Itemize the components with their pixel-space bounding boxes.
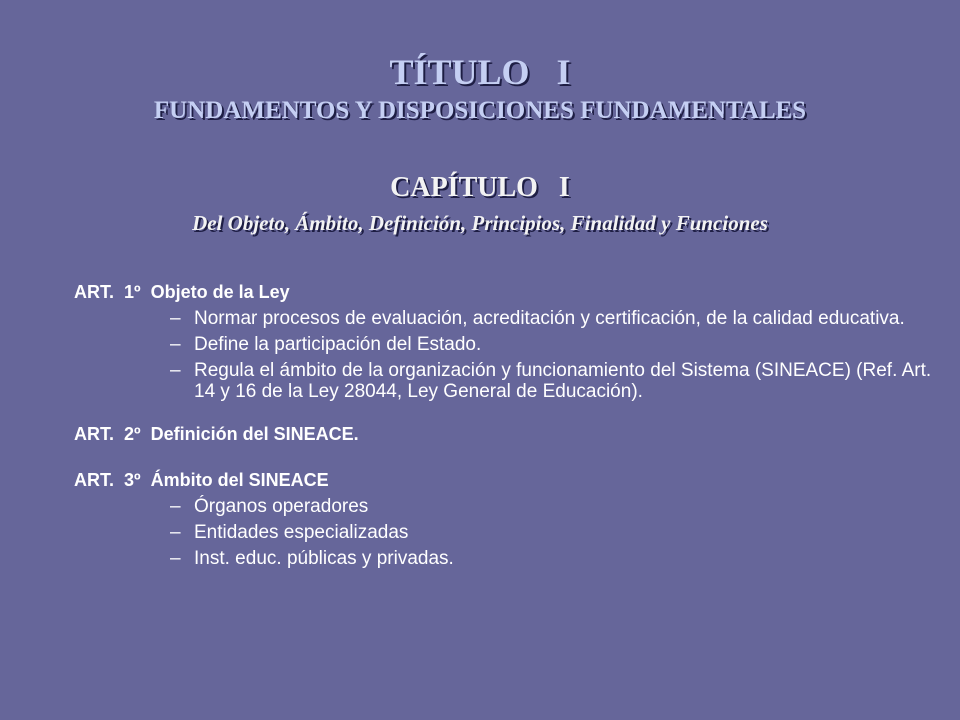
article-heading: ART. 2º Definición del SINEACE. (74, 424, 359, 444)
articles-body (74, 280, 934, 579)
dash-bullet: – (170, 522, 181, 543)
article-1 (74, 280, 934, 402)
dash-bullet: – (170, 360, 181, 381)
title-subtitle: FUNDAMENTOS Y DISPOSICIONES FUNDAMENTALES (153, 97, 807, 124)
list-item (170, 334, 934, 355)
item-text: Inst. educ. públicas y privadas. (194, 548, 454, 569)
chapter-title: CAPÍTULO I (390, 172, 570, 203)
item-text: Define la participación del Estado. (194, 334, 482, 355)
item-text: Entidades especializadas (194, 522, 409, 543)
article-2 (74, 422, 934, 446)
dash-bullet: – (170, 334, 181, 355)
dash-bullet: – (170, 548, 181, 569)
title-main: TÍTULO I (389, 52, 571, 92)
list-item (170, 308, 934, 329)
item-text: Normar procesos de evaluación, acreditación y certificación, de la calidad educativa. (194, 308, 905, 329)
list-item (170, 548, 934, 569)
article-3 (74, 468, 934, 569)
item-text: Regula el ámbito de la organización y funcionamiento del Sistema (SINEACE) (Ref. Art. 14 y 16 de la Ley 28044, Ley General de Educación). (194, 360, 932, 402)
list-item (170, 496, 934, 517)
article-items (74, 496, 934, 569)
chapter-subtitle: Del Objeto, Ámbito, Definición, Principios, Finalidad y Funciones (192, 211, 768, 235)
article-heading: ART. 1º Objeto de la Ley (74, 282, 290, 302)
article-items (74, 308, 934, 402)
article-heading: ART. 3º Ámbito del SINEACE (74, 470, 329, 490)
dash-bullet: – (170, 308, 181, 329)
list-item (170, 522, 934, 543)
item-text: Órganos operadores (194, 496, 369, 517)
dash-bullet: – (170, 496, 181, 517)
list-item (170, 360, 934, 402)
